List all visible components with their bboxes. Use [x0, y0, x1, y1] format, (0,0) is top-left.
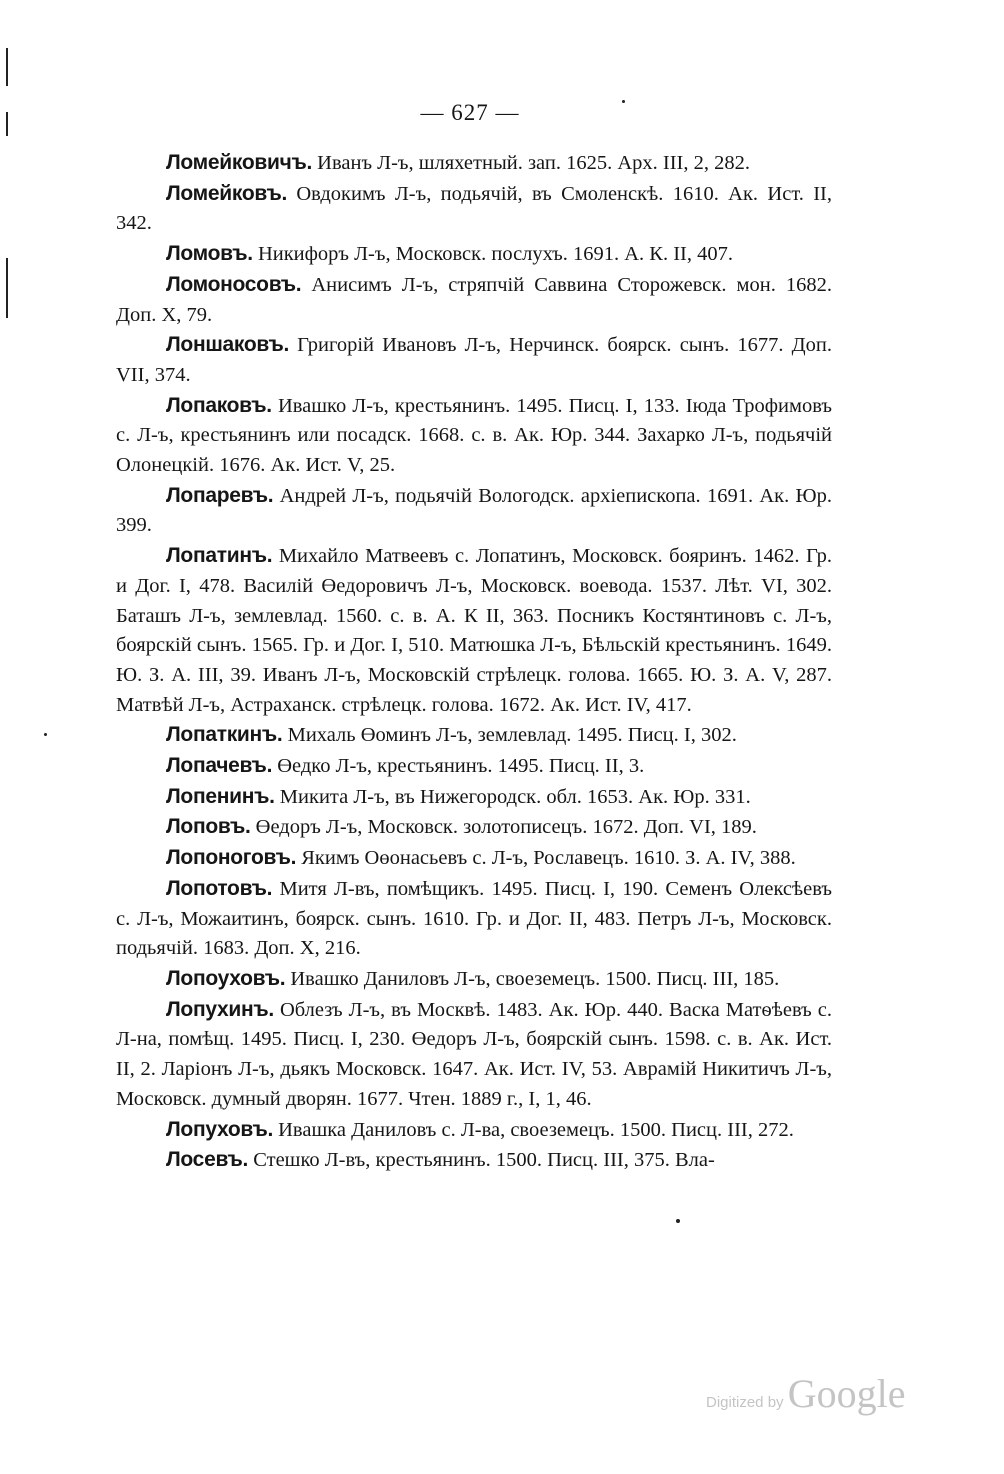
entry [116, 239, 832, 270]
watermark-brand: Google [787, 1371, 906, 1416]
entry-headword: Лопаковъ. [166, 393, 272, 417]
entry-headword: Ломейковичъ. [166, 151, 313, 174]
entry [116, 964, 832, 995]
entry [116, 391, 832, 481]
entry [116, 843, 832, 874]
entry-text: Михайло Матвеевъ с. Лопатинъ, Московск. бояринъ. 1462. Гр. и Дог. I, 478. Василій Өедоровичъ Л-ъ, Московск. воевода. 1537. Лѣт. VI, 302. Баташъ Л-ъ, землевлад. 1560. с. в. А. К II, 363. Посникъ Костянтиновъ с. Л-ъ, боярскій сынъ. 1565. Гр. и Дог. I, 510. Матюшка Л-ъ, Бѣльскій крестьянинъ. 1649. Ю. З. А. III, 39. Иванъ Л-ъ, Московскій стрѣлецк. голова. 1665. Ю. З. А. V, 287. Матвѣй Л-ъ, Астраханск. стрѣлецк. голова. 1672. Ак. Ист. IV, 417. [116, 545, 832, 716]
entry-headword: Лопаревъ. [166, 483, 274, 507]
entry [116, 270, 832, 330]
entry [116, 179, 832, 239]
scan-speck [44, 733, 47, 736]
scan-edge-mark [6, 258, 8, 318]
watermark-prefix: Digitized by [706, 1394, 788, 1411]
entry [116, 1115, 832, 1146]
page-number: — 627 — [420, 100, 520, 125]
entry-headword: Лопатинъ. [166, 544, 273, 568]
entry-headword: Лопотовъ. [166, 876, 273, 900]
entry [116, 720, 832, 751]
entry [116, 1145, 832, 1176]
entry-headword: Лоншаковъ. [166, 333, 290, 357]
entry-text: Ивашко Даниловъ Л-ъ, своеземецъ. 1500. Писц. III, 185. [285, 967, 780, 990]
entry [116, 481, 832, 541]
entry-text: Ивашка Даниловъ с. Л-ва, своеземецъ. 1500. Писц. III, 272. [273, 1118, 794, 1141]
entry-text: Ивашко Л-ъ, крестьянинъ. 1495. Писц. I, 133. Іюда Трофимовъ с. Л-ъ, крестьянинъ или посадск. 1668. с. в. Ак. Юр. 344. Захарко Л-ъ, подьячій Олонецкій. 1676. Ак. Ист. V, 25. [116, 394, 832, 477]
scan-speck [676, 1219, 680, 1223]
entry-text: Григорій Ивановъ Л-ъ, Нерчинск. боярск. сынъ. 1677. Доп. VII, 374. [116, 334, 832, 386]
entry-headword: Лоповъ. [166, 815, 251, 839]
entry-headword: Лопачевъ. [166, 754, 273, 778]
entry-headword: Лопаткинъ. [166, 723, 283, 747]
entry-headword: Лопуховъ. [166, 1117, 273, 1141]
entry-headword: Ломоносовъ. [166, 272, 302, 296]
entry [116, 812, 832, 843]
entry-text: Анисимъ Л-ъ, стряпчій Саввина Сторожевск. мон. 1682. Доп. X, 79. [116, 273, 832, 326]
entry-text: Никифоръ Л-ъ, Московск. послухъ. 1691. А. К. II, 407. [252, 243, 733, 266]
entry-text: Овдокимъ Л-ъ, подьячій, въ Смоленскѣ. 1610. Ак. Ист. II, 342. [116, 182, 832, 235]
entry-headword: Лопоноговъ. [166, 846, 297, 870]
entry [116, 148, 832, 179]
entry [116, 541, 832, 720]
entry-headword: Лосевъ. [166, 1148, 249, 1172]
entry [116, 995, 832, 1115]
entry-text: Андрей Л-ъ, подьячій Вологодск. архіепископа. 1691. Ак. Юр. 399. [116, 484, 832, 537]
entry-text: Михаль Өоминъ Л-ъ, землевлад. 1495. Писц. I, 302. [282, 724, 737, 747]
entry-text: Өедоръ Л-ъ, Московск. золотописецъ. 1672. Доп. VI, 189. [250, 816, 757, 839]
entry-text: Якимъ Оөонасьевъ с. Л-ъ, Рославецъ. 1610. З. А. IV, 388. [296, 847, 796, 870]
entry-headword: Лопоуховъ. [166, 966, 286, 990]
entry [116, 751, 832, 782]
entry-text: Митя Л-въ, помѣщикъ. 1495. Писц. I, 190. Семенъ Олексѣевъ с. Л-ъ, Можаитинъ, боярск. сынъ. 1610. Гр. и Дог. II, 483. Петръ Л-ъ, Московск. подьячій. 1683. Доп. X, 216. [116, 877, 832, 960]
entry-text: Иванъ Л-ъ, шляхетный. зап. 1625. Арх. III, 2, 282. [312, 152, 751, 174]
entry-headword: Лопухинъ. [166, 997, 274, 1021]
scan-edge-mark [6, 48, 8, 86]
entry [116, 782, 832, 813]
entry-text: Микита Л-ъ, въ Нижегородск. обл. 1653. Ак. Юр. 331. [274, 785, 751, 808]
entry-text: Облезъ Л-ъ, въ Москвѣ. 1483. Ак. Юр. 440. Васка Матѳѣевъ с. Л-на, помѣщ. 1495. Писц. I, 230. Өедоръ Л-ъ, боярскій сынъ. 1598. с. в. Ак. Ист. II, 2. Ларіонъ Л-ъ, дьякъ Московск. 1647. Ак. Ист. IV, 53. Аврамій Никитичъ Л-ъ, Московск. думный дворян. 1677. Чтен. 1889 г., I, 1, 46. [116, 998, 832, 1110]
google-watermark [706, 1370, 905, 1417]
entry [116, 330, 832, 390]
entry [116, 874, 832, 964]
entry-text: Өедко Л-ъ, крестьянинъ. 1495. Писц. II, 3. [272, 755, 645, 778]
entry-headword: Лопенинъ. [166, 784, 275, 808]
dictionary-entries [116, 148, 832, 1176]
entry-headword: Ломовъ. [166, 242, 253, 266]
entry-headword: Ломейковъ. [166, 181, 288, 205]
entry-text: Стешко Л-въ, крестьянинъ. 1500. Писц. III, 375. Вла- [248, 1149, 715, 1172]
